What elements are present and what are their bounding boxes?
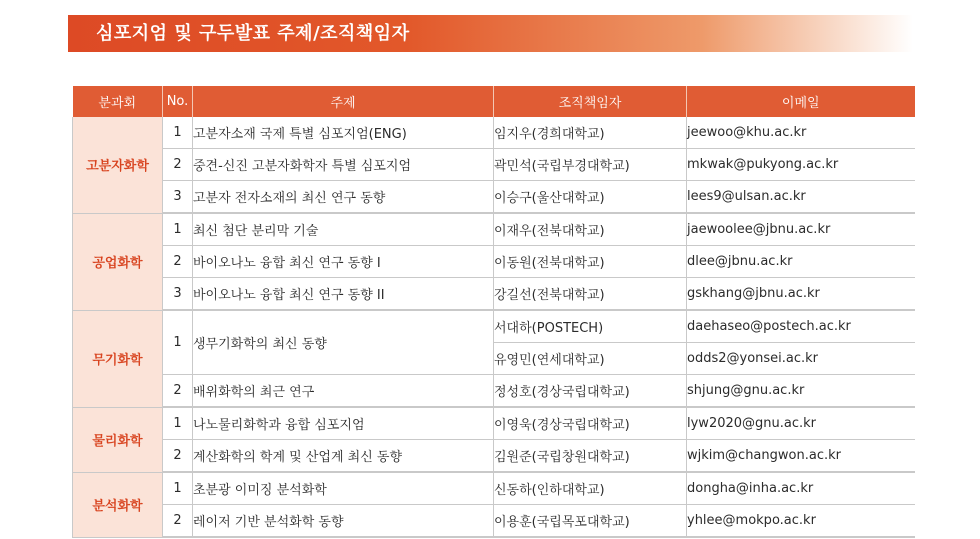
email-cell: shjung@gnu.ac.kr xyxy=(687,375,915,408)
number-cell: 3 xyxy=(163,181,193,214)
number-cell: 1 xyxy=(163,472,193,505)
email-cell: wjkim@changwon.ac.kr xyxy=(687,440,915,473)
table-header-row xyxy=(73,86,915,117)
email-cell: daehaseo@postech.ac.kr xyxy=(687,310,915,343)
topic-cell: 바이오나노 융합 최신 연구 동향 II xyxy=(193,278,494,311)
table-row xyxy=(73,505,915,538)
number-cell: 1 xyxy=(163,213,193,246)
number-cell: 2 xyxy=(163,375,193,408)
email-cell: odds2@yonsei.ac.kr xyxy=(687,343,915,375)
topic-cell: 나노물리화학과 융합 심포지엄 xyxy=(193,407,494,440)
division-cell: 물리화학 xyxy=(73,407,163,472)
email-cell: jeewoo@khu.ac.kr xyxy=(687,117,915,149)
email-cell: gskhang@jbnu.ac.kr xyxy=(687,278,915,311)
table-row xyxy=(73,181,915,214)
chair-cell: 이영욱(경상국립대학교) xyxy=(494,407,687,440)
header-topic: 주제 xyxy=(193,86,494,117)
table-row xyxy=(73,440,915,473)
header-chair: 조직책임자 xyxy=(494,86,687,117)
number-cell: 1 xyxy=(163,310,193,375)
topic-cell: 바이오나노 융합 최신 연구 동향 I xyxy=(193,246,494,278)
chair-cell: 유영민(연세대학교) xyxy=(494,343,687,375)
chair-cell: 신동하(인하대학교) xyxy=(494,472,687,505)
header-division: 분과회 xyxy=(73,86,163,117)
chair-cell: 곽민석(국립부경대학교) xyxy=(494,149,687,181)
table-row xyxy=(73,278,915,311)
table-row xyxy=(73,213,915,246)
symposium-table xyxy=(72,86,915,538)
number-cell: 2 xyxy=(163,440,193,473)
topic-cell: 초분광 이미징 분석화학 xyxy=(193,472,494,505)
header-number: No. xyxy=(163,86,193,117)
chair-cell: 정성호(경상국립대학교) xyxy=(494,375,687,408)
chair-cell: 이승구(울산대학교) xyxy=(494,181,687,214)
email-cell: jaewoolee@jbnu.ac.kr xyxy=(687,213,915,246)
topic-cell: 생무기화학의 최신 동향 xyxy=(193,310,494,375)
header-email: 이메일 xyxy=(687,86,915,117)
number-cell: 1 xyxy=(163,117,193,149)
number-cell: 2 xyxy=(163,246,193,278)
email-cell: lees9@ulsan.ac.kr xyxy=(687,181,915,214)
topic-cell: 배위화학의 최근 연구 xyxy=(193,375,494,408)
topic-cell: 고분자 전자소재의 최신 연구 동향 xyxy=(193,181,494,214)
table-row xyxy=(73,246,915,278)
email-cell: yhlee@mokpo.ac.kr xyxy=(687,505,915,538)
topic-cell: 계산화학의 학계 및 산업계 최신 동향 xyxy=(193,440,494,473)
table-row xyxy=(73,472,915,505)
email-cell: dlee@jbnu.ac.kr xyxy=(687,246,915,278)
division-cell: 분석화학 xyxy=(73,472,163,537)
email-cell: dongha@inha.ac.kr xyxy=(687,472,915,505)
chair-cell: 이동원(전북대학교) xyxy=(494,246,687,278)
number-cell: 2 xyxy=(163,505,193,538)
page-title: 심포지엄 및 구두발표 주제/조직책임자 xyxy=(96,23,410,44)
table-row xyxy=(73,149,915,181)
topic-cell: 레이저 기반 분석화학 동향 xyxy=(193,505,494,538)
table-row xyxy=(73,117,915,149)
number-cell: 3 xyxy=(163,278,193,311)
chair-cell: 이용훈(국립목포대학교) xyxy=(494,505,687,538)
table-row xyxy=(73,310,915,343)
chair-cell: 이재우(전북대학교) xyxy=(494,213,687,246)
email-cell: lyw2020@gnu.ac.kr xyxy=(687,407,915,440)
table-row xyxy=(73,375,915,408)
chair-cell: 김원준(국립창원대학교) xyxy=(494,440,687,473)
topic-cell: 중견-신진 고분자화학자 특별 심포지엄 xyxy=(193,149,494,181)
division-cell: 고분자화학 xyxy=(73,117,163,213)
topic-cell: 최신 첨단 분리막 기술 xyxy=(193,213,494,246)
number-cell: 2 xyxy=(163,149,193,181)
chair-cell: 강길선(전북대학교) xyxy=(494,278,687,311)
table-row xyxy=(73,407,915,440)
division-cell: 공업화학 xyxy=(73,213,163,310)
topic-cell: 고분자소재 국제 특별 심포지엄(ENG) xyxy=(193,117,494,149)
division-cell: 무기화학 xyxy=(73,310,163,407)
number-cell: 1 xyxy=(163,407,193,440)
email-cell: mkwak@pukyong.ac.kr xyxy=(687,149,915,181)
chair-cell: 서대하(POSTECH) xyxy=(494,310,687,343)
chair-cell: 임지우(경희대학교) xyxy=(494,117,687,149)
